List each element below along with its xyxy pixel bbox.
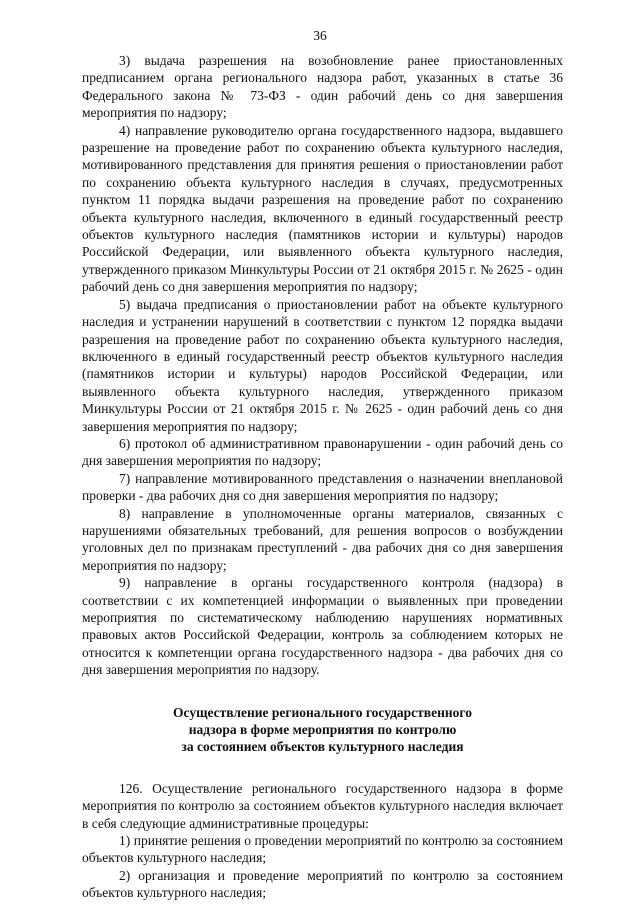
page-number: 36	[313, 28, 327, 43]
section-heading-line-1: Осуществление регионального государственного	[173, 704, 472, 720]
clause-126: 126. Осуществление регионального государственного надзора в форме мероприятия по контролю за состоянием объектов культурного наследия включает в себя следующие административные процедуры:	[82, 780, 563, 831]
procedure-item-2: 2) организация и проведение мероприятий по контролю за состоянием объектов культурного наследия;	[82, 867, 563, 901]
list-item-6: 6) протокол об административном правонарушении - один рабочий день со дня завершения мероприятия по надзору;	[82, 435, 563, 469]
list-item-5: 5) выдача предписания о приостановлении работ на объекте культурного наследия и устранении нарушений в соответствии с пунктом 12 порядка выдачи разрешения на проведение работ по сохранению объекта культурного наследия, включенного в единый государственный реестр объектов культурного наследия (памятников истории и культуры) народов Российской Федерации, или выявленного объекта культурного наследия, утвержденного приказом Минкультуры России от 21 октября 2015 г. № 2625 - один рабочий день со дня завершения мероприятия по надзору;	[82, 296, 563, 434]
section-heading	[82, 704, 563, 756]
list-item-9: 9) направление в органы государственного контроля (надзора) в соответствии с их компетенцией информации о выявленных при проведении мероприятия по систематическому наблюдению нарушениях нормативных правовых актов Российской Федерации, контроль за соблюдением которых не относится к компетенции органа государственного надзора - два рабочих дня со дня завершения мероприятия по надзору.	[82, 575, 563, 678]
list-item-3: 3) выдача разрешения на возобновление ранее приостановленных предписанием органа регионального надзора работ, указанных в статье 36 Федерального закона № 73-ФЗ - один рабочий день со дня завершения мероприятия по надзору;	[82, 53, 563, 121]
section-heading-line-2: надзора в форме мероприятия по контролю	[188, 722, 457, 738]
list-item-4: 4) направление руководителю органа государственного надзора, выдавшего разрешение на проведение работ по сохранению объекта культурного наследия, мотивированного представления для принятия решения о приостановлении работ по сохранению объекта культурного наследия в случаях, предусмотренных пунктом 11 порядка выдачи разрешения на проведение работ по сохранению объекта культурного наследия, включенного в единый государственный реестр объектов культурного наследия (памятников истории и культуры) народов Российской Федерации, или выявленного объекта культурного наследия, утвержденного приказом Минкультуры России от 21 октября 2015 г. № 2625 - один рабочий день со дня завершения мероприятия по надзору;	[82, 122, 563, 295]
section-heading-line-3: за состоянием объектов культурного наследия	[181, 739, 464, 755]
procedure-item-1: 1) принятие решения о проведении мероприятий по контролю за состоянием объектов культурного наследия;	[82, 833, 563, 866]
document-body	[82, 52, 563, 902]
list-item-8: 8) направление в уполномоченные органы материалов, связанных с нарушениями обязательных требований, для решения вопросов о возбуждении уголовных дел по признакам преступлений - два рабочих дня со дня завершения мероприятия по надзору;	[82, 505, 563, 573]
list-item-7: 7) направление мотивированного представления о назначении внеплановой проверки - два рабочих дня со дня завершения мероприятия по надзору;	[82, 470, 563, 504]
